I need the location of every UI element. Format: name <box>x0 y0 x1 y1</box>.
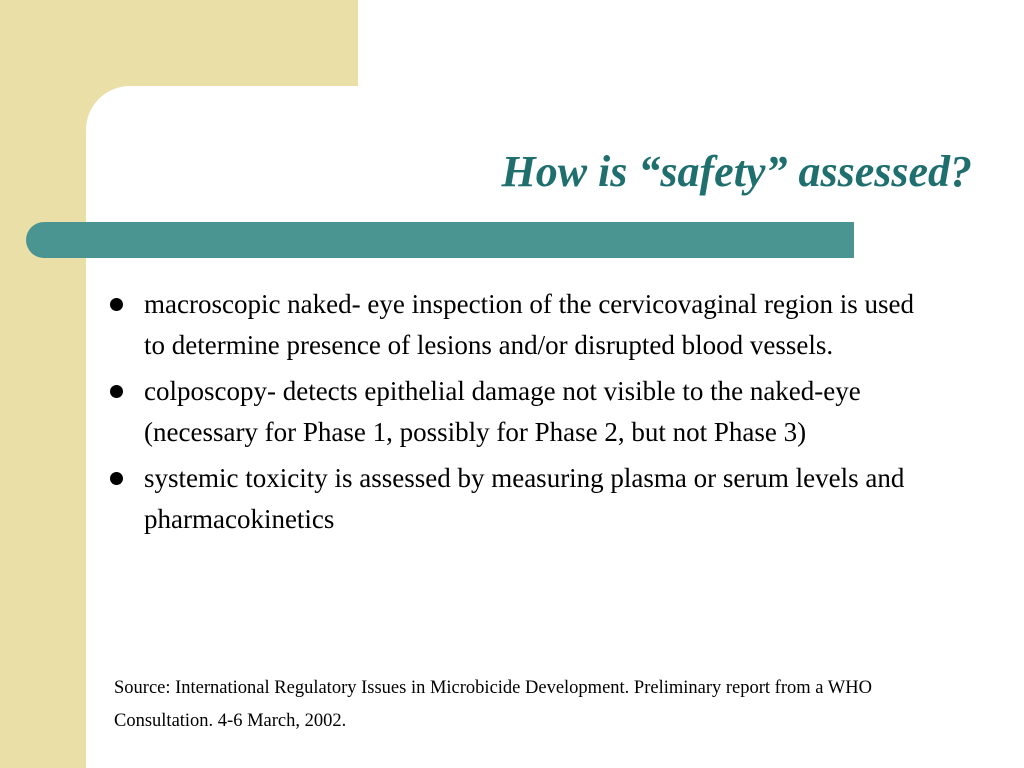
bullet-item <box>104 284 934 366</box>
bullet-icon <box>110 298 123 311</box>
bullet-item <box>104 458 934 540</box>
bullet-text: systemic toxicity is assessed by measuring plasma or serum levels and pharmacokinetics <box>144 463 905 534</box>
bullet-list <box>104 284 934 545</box>
slide-title: How is “safety” assessed? <box>501 147 972 196</box>
bullet-icon <box>110 385 123 398</box>
title-underline-bar <box>26 222 854 258</box>
source-citation: Source: International Regulatory Issues in Microbicide Development. Preliminary report from a WHO Consultation. 4-6 March, 2002. <box>114 678 872 731</box>
bullet-icon <box>110 472 123 485</box>
bullet-text: macroscopic naked- eye inspection of the cervicovaginal region is used to determine presence of lesions and/or disrupted blood vessels. <box>144 289 914 360</box>
bullet-item <box>104 371 934 453</box>
bullet-text: colposcopy- detects epithelial damage not visible to the naked-eye (necessary for Phase 1, possibly for Phase 2, but not Phase 3) <box>144 376 861 447</box>
